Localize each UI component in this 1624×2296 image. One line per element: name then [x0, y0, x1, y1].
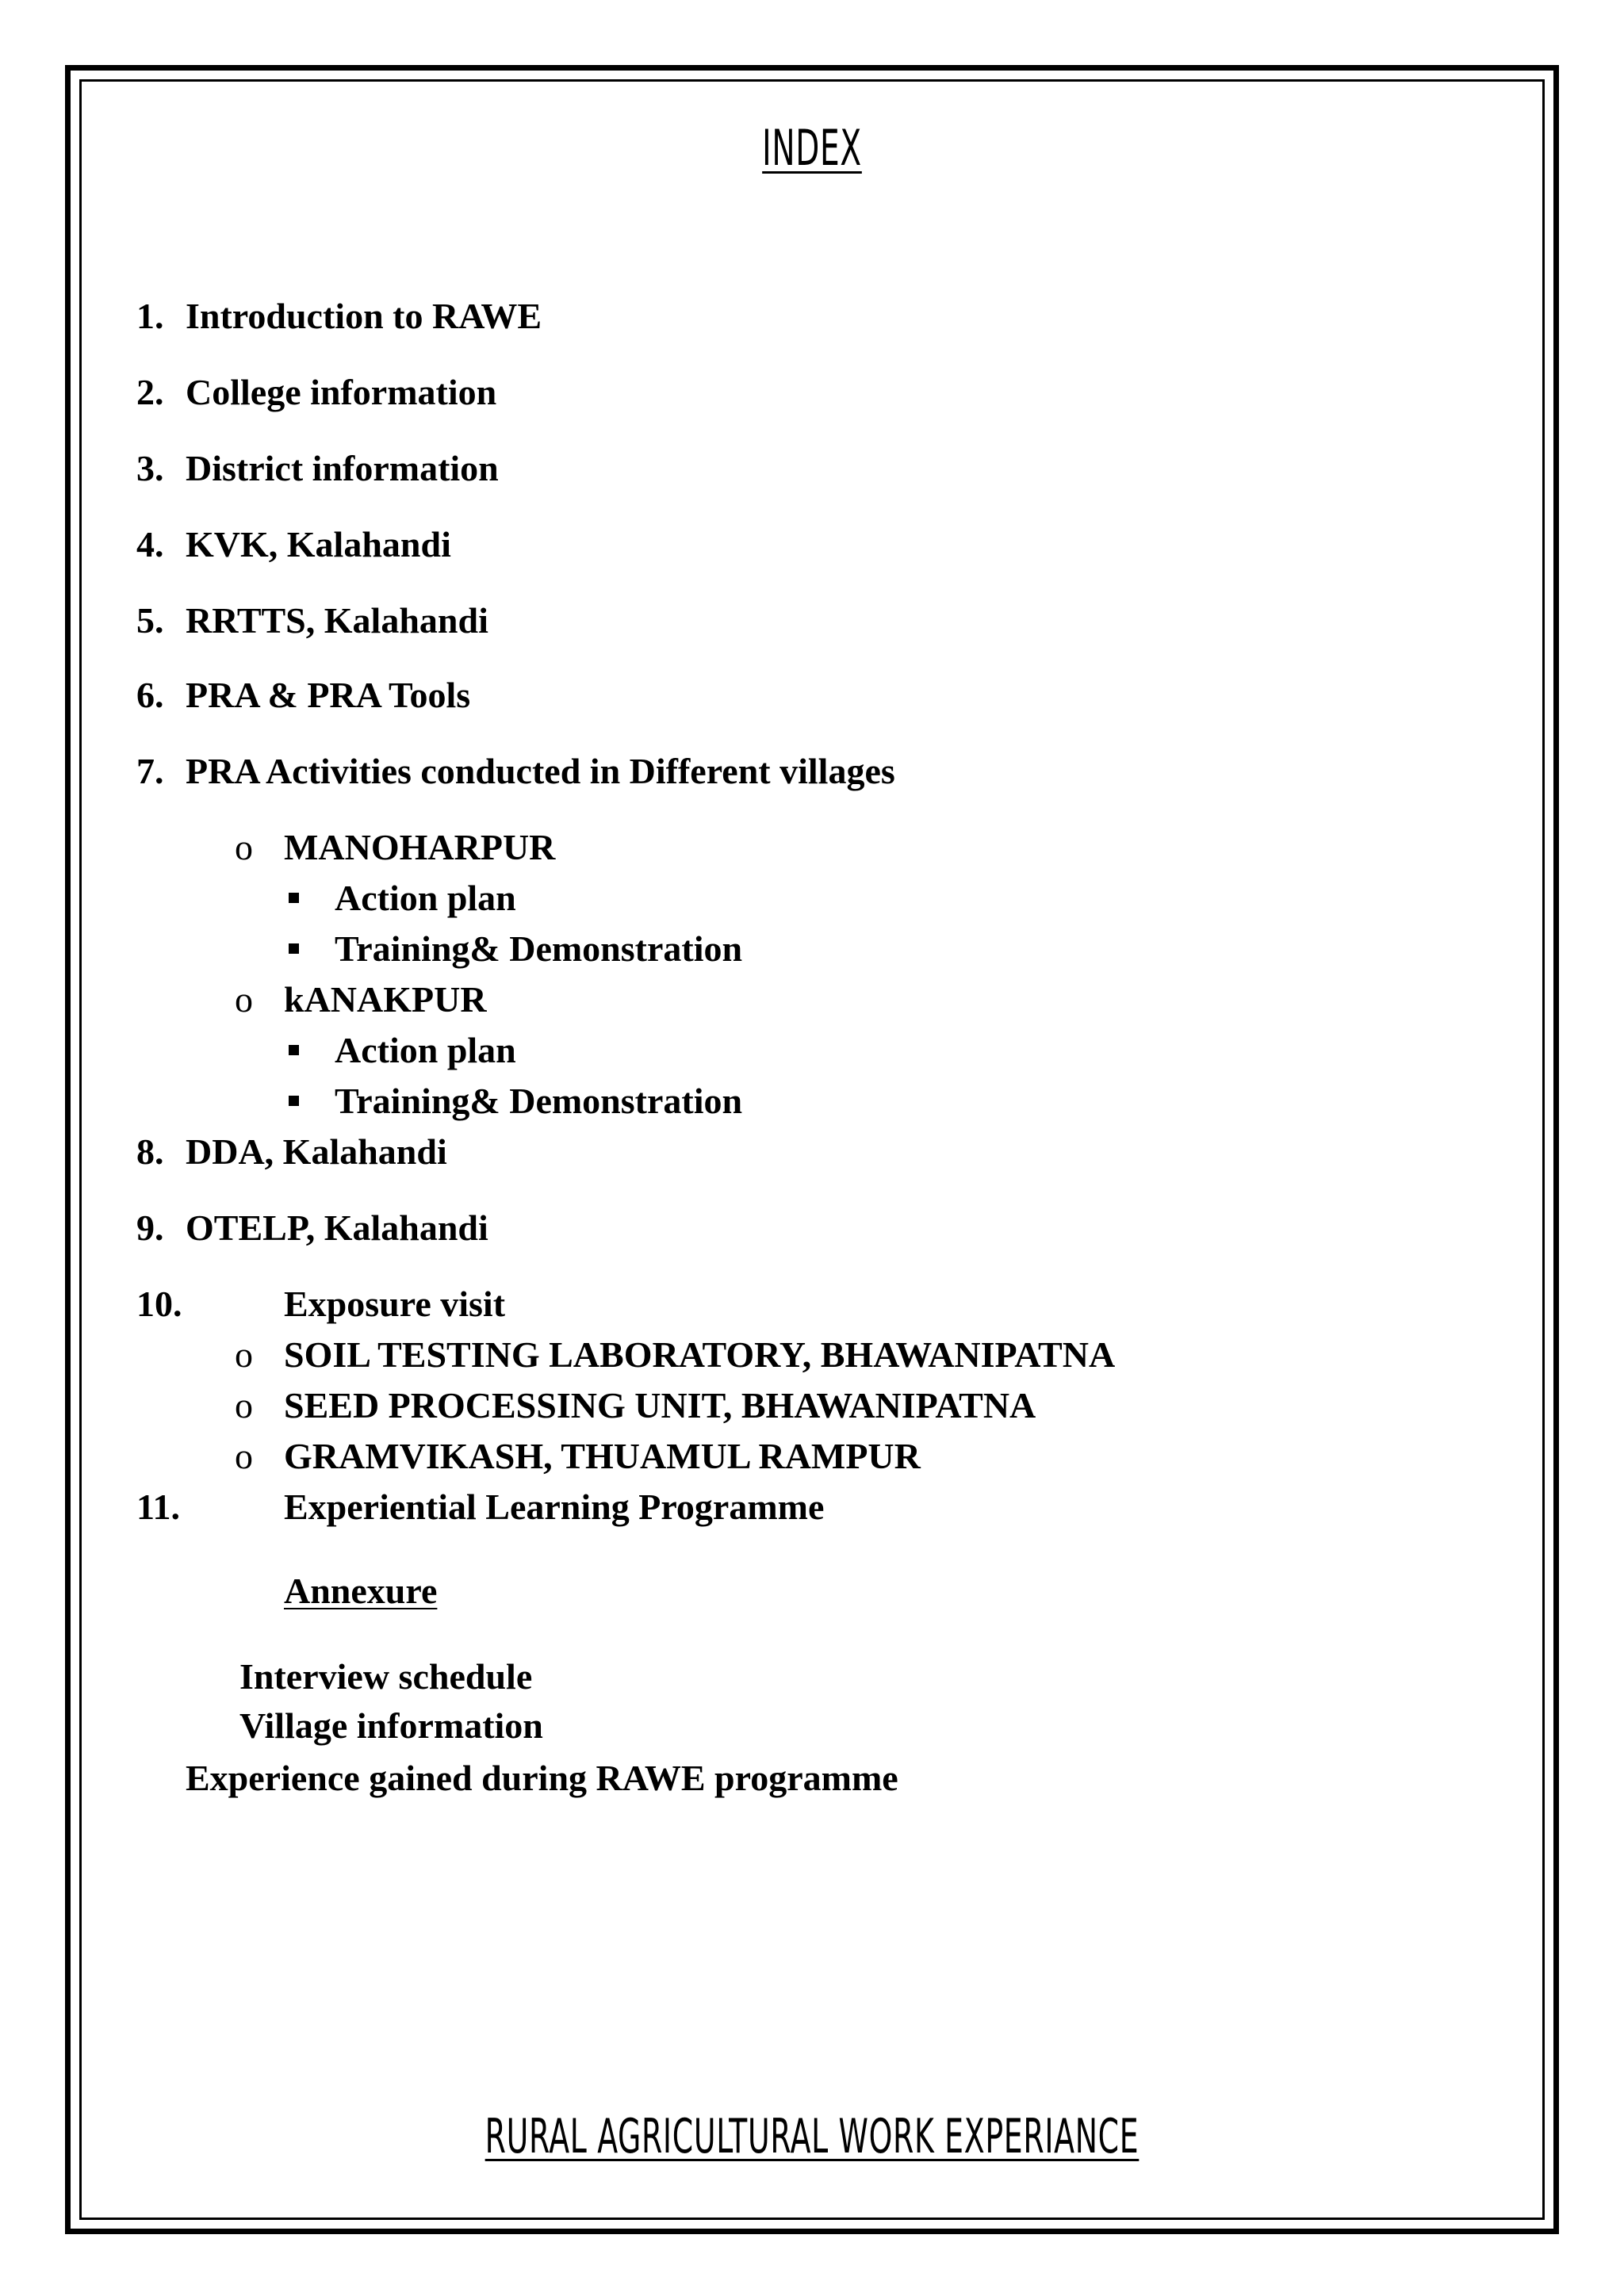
index-label: Introduction to RAWE [186, 296, 542, 336]
exposure-label: GRAMVIKASH, THUAMUL RAMPUR [284, 1436, 921, 1476]
index-number: 6. [136, 675, 164, 715]
sub-item-label: Action plan [335, 1030, 516, 1070]
exposure-label: SEED PROCESSING UNIT, BHAWANIPATNA [284, 1385, 1036, 1425]
index-label: DDA, Kalahandi [186, 1131, 447, 1172]
sub-item-label: Action plan [335, 878, 516, 918]
square-bullet-icon [289, 1045, 299, 1055]
village-name: kANAKPUR [284, 979, 487, 1020]
index-number: 3. [136, 448, 164, 488]
circle-bullet-icon: o [235, 827, 253, 867]
index-number: 11. [136, 1487, 180, 1527]
index-label: Exposure visit [284, 1284, 506, 1324]
square-bullet-icon [289, 943, 299, 954]
page-title: INDEX [762, 119, 862, 177]
index-number: 8. [136, 1131, 164, 1172]
index-label: PRA & PRA Tools [186, 675, 471, 715]
index-number: 1. [136, 296, 164, 336]
village-name: MANOHARPUR [284, 827, 556, 867]
square-bullet-icon [289, 893, 299, 903]
annexure-item-label: Interview schedule [239, 1656, 533, 1697]
annexure-heading-label: Annexure [284, 1571, 438, 1611]
index-label: OTELP, Kalahandi [186, 1207, 488, 1248]
index-number: 4. [136, 524, 164, 564]
page-footer: RURAL AGRICULTURAL WORK EXPERIANCE [485, 2109, 1139, 2164]
index-label: RRTTS, Kalahandi [186, 600, 488, 641]
index-label: District information [186, 448, 499, 488]
annexure-item-label: Experience gained during RAWE programme [186, 1758, 898, 1798]
index-label: Experiential Learning Programme [284, 1487, 825, 1527]
square-bullet-icon [289, 1096, 299, 1106]
index-number: 10. [136, 1284, 182, 1324]
circle-bullet-icon: o [235, 1334, 253, 1375]
exposure-label: SOIL TESTING LABORATORY, BHAWANIPATNA [284, 1334, 1116, 1375]
sub-item-label: Training& Demonstration [335, 928, 743, 969]
index-label: KVK, Kalahandi [186, 524, 451, 564]
index-number: 5. [136, 600, 164, 641]
index-number: 9. [136, 1207, 164, 1248]
index-number: 7. [136, 751, 164, 791]
index-label: PRA Activities conducted in Different villages [186, 751, 895, 791]
annexure-item-label: Village information [239, 1705, 543, 1746]
index-label: College information [186, 372, 497, 412]
circle-bullet-icon: o [235, 979, 253, 1020]
sub-item-label: Training& Demonstration [335, 1081, 743, 1121]
circle-bullet-icon: o [235, 1385, 253, 1425]
circle-bullet-icon: o [235, 1436, 253, 1476]
index-number: 2. [136, 372, 164, 412]
